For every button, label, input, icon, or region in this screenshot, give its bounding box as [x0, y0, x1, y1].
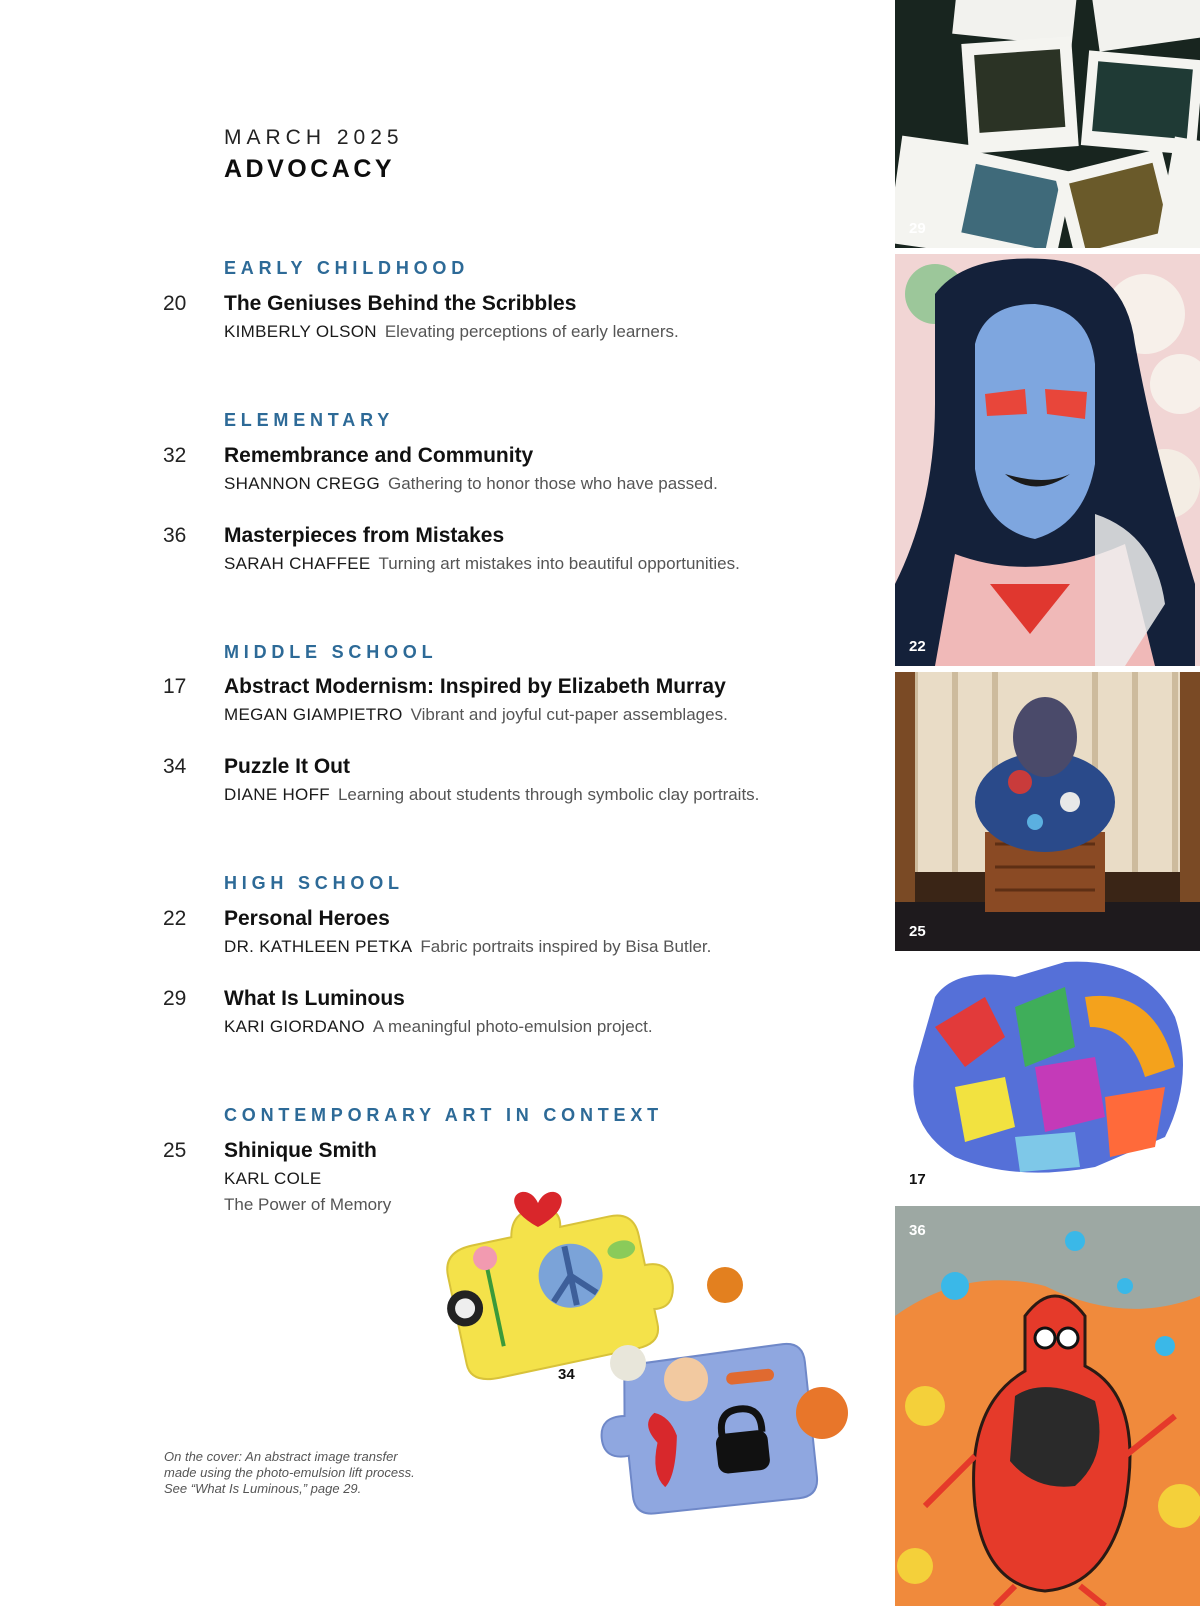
article-title[interactable]: What Is Luminous — [224, 987, 405, 1010]
page-number: 36 — [163, 524, 187, 547]
article-title[interactable]: The Geniuses Behind the Scribbles — [224, 292, 577, 315]
page-number: 25 — [163, 1139, 187, 1162]
article-title[interactable]: Remembrance and Community — [224, 444, 534, 467]
issue-month: MARCH 2025 — [224, 126, 404, 149]
page-number: 22 — [163, 907, 187, 930]
caption-line: made using the photo-emulsion lift process. — [164, 1465, 415, 1480]
photo-cut-paper[interactable] — [895, 957, 1200, 1190]
article-title[interactable]: Personal Heroes — [224, 907, 390, 930]
photo-page-number: 22 — [909, 638, 926, 655]
article-description: Fabric portraits inspired by Bisa Butler. — [420, 937, 712, 956]
photo-sculpture[interactable] — [895, 672, 1200, 951]
page-number: 34 — [163, 755, 187, 778]
author-name: KARI GIORDANO — [224, 1017, 365, 1036]
byline — [224, 785, 759, 805]
article-title[interactable]: Puzzle It Out — [224, 755, 350, 778]
article-title[interactable]: Masterpieces from Mistakes — [224, 524, 505, 547]
article-description: Learning about students through symbolic clay portraits. — [337, 785, 760, 804]
author-name: SHANNON CREGG — [224, 474, 380, 493]
byline — [224, 937, 711, 957]
section-heading-high-school: HIGH SCHOOL — [224, 873, 404, 893]
cover-caption — [164, 1449, 464, 1497]
author-name: KIMBERLY OLSON — [224, 322, 377, 341]
article-title[interactable]: Shinique Smith — [224, 1139, 377, 1162]
byline — [224, 474, 718, 494]
byline — [224, 705, 728, 725]
page-number: 32 — [163, 444, 187, 467]
article-description: Turning art mistakes into beautiful opportunities. — [378, 554, 740, 573]
photo-fabric-portrait[interactable] — [895, 254, 1200, 666]
section-heading-middle-school: MIDDLE SCHOOL — [224, 642, 438, 662]
page-number: 17 — [163, 675, 187, 698]
article-description: The Power of Memory — [224, 1195, 392, 1214]
photo-page-number: 29 — [909, 220, 926, 237]
byline — [224, 554, 740, 574]
byline — [224, 1169, 330, 1189]
photo-polaroids[interactable] — [895, 0, 1200, 248]
author-name: SARAH CHAFFEE — [224, 554, 371, 573]
author-name: MEGAN GIAMPIETRO — [224, 705, 403, 724]
article-description: A meaningful photo-emulsion project. — [372, 1017, 653, 1036]
byline — [224, 1017, 653, 1037]
photo-page-number: 17 — [909, 1171, 926, 1188]
article-title[interactable]: Abstract Modernism: Inspired by Elizabeth Murray — [224, 675, 726, 698]
photo-child-painting[interactable] — [895, 1206, 1200, 1606]
byline — [224, 322, 679, 342]
photo-page-number: 36 — [909, 1222, 926, 1239]
article-description: Elevating perceptions of early learners. — [384, 322, 679, 341]
issue-theme: ADVOCACY — [224, 155, 396, 183]
photo-page-number: 25 — [909, 923, 926, 940]
photo-page-number: 34 — [558, 1366, 575, 1383]
page-number: 29 — [163, 987, 187, 1010]
section-heading-early-childhood: EARLY CHILDHOOD — [224, 258, 470, 278]
section-heading-elementary: ELEMENTARY — [224, 410, 395, 430]
author-name: KARL COLE — [224, 1169, 322, 1188]
author-name: DR. KATHLEEN PETKA — [224, 937, 413, 956]
section-heading-contemporary-art: CONTEMPORARY ART IN CONTEXT — [224, 1105, 663, 1125]
caption-line: See “What Is Luminous,” page 29. — [164, 1481, 362, 1496]
clay-puzzle-image — [430, 1185, 890, 1515]
author-name: DIANE HOFF — [224, 785, 330, 804]
caption-line: On the cover: An abstract image transfer — [164, 1449, 398, 1464]
article-description: Vibrant and joyful cut-paper assemblages. — [410, 705, 728, 724]
page-number: 20 — [163, 292, 187, 315]
article-description: Gathering to honor those who have passed. — [387, 474, 718, 493]
